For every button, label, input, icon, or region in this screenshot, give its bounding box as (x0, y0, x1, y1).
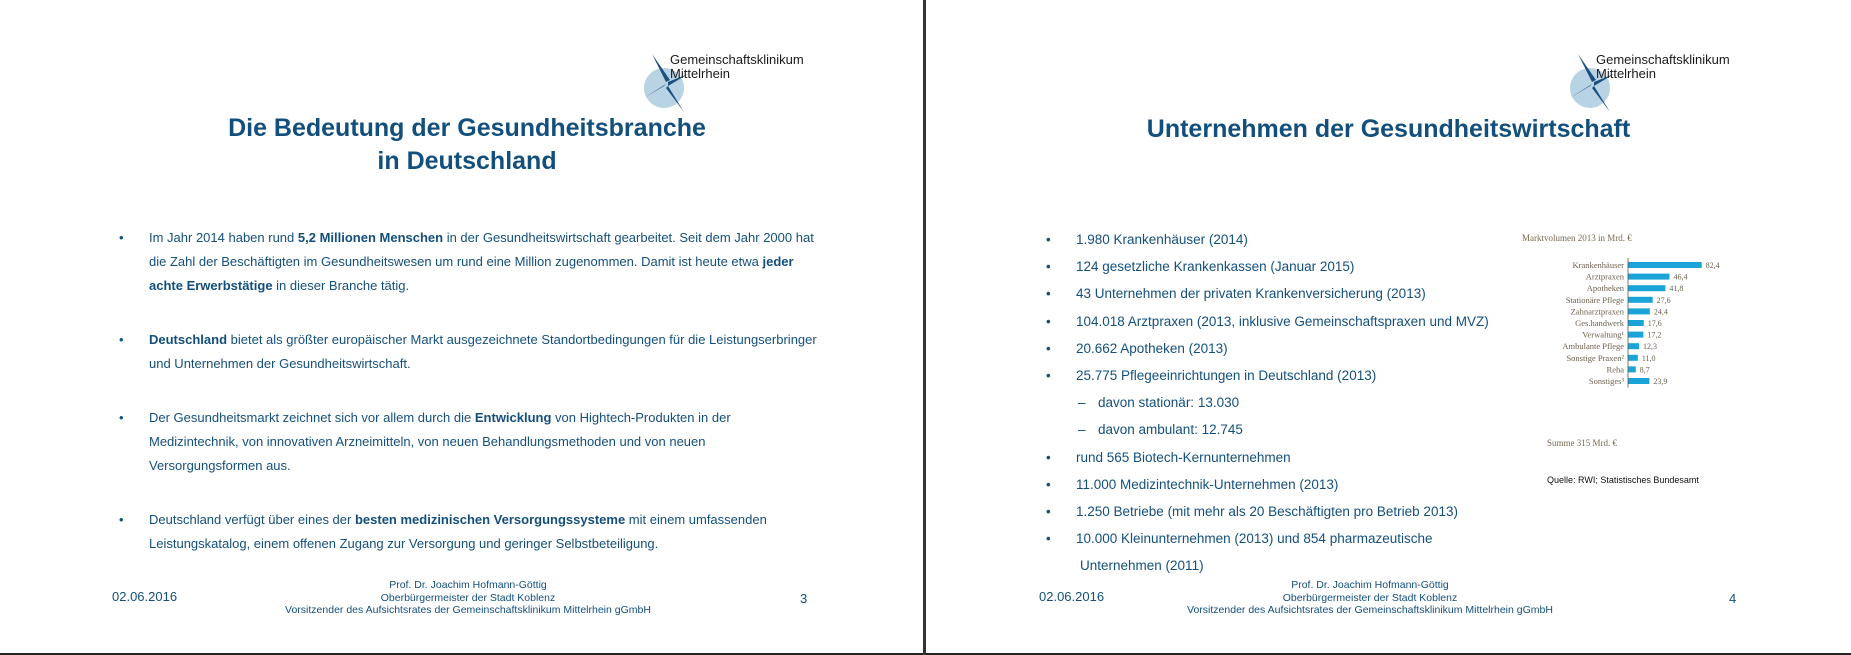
slide-3 (0, 0, 923, 655)
presenter-name: Prof. Dr. Joachim Hofmann-Göttig (389, 579, 547, 591)
chart-summary: Summe 315 Mrd. € (1547, 438, 1618, 448)
bullet-item: • 25.775 Pflegeeinrichtungen in Deutschland (2013) (1046, 362, 1526, 389)
sub-bullet-item: – davon stationär: 13.030 (1046, 389, 1526, 416)
category-label: Apotheken (1586, 283, 1624, 294)
value-label: 82,4 (1705, 261, 1720, 270)
value-label: 12,3 (1642, 342, 1657, 352)
footer-date: 02.06.2016 (1039, 589, 1105, 604)
slide-title-line-2: in Deutschland (377, 147, 557, 175)
presenter-role-2: Vorsitzender des Aufsichtsrates der Gemeinschaftsklinikum Mittelrhein gGmbH (1187, 604, 1553, 616)
logo-text (1596, 53, 1730, 81)
footer-date: 02.06.2016 (112, 589, 178, 604)
logo-text (670, 53, 804, 81)
logo-line-2: Mittelrhein (670, 66, 730, 81)
bullet-list (119, 226, 819, 586)
bar (1628, 308, 1650, 314)
value-label: 8,7 (1639, 365, 1650, 375)
bullet-item: • 104.018 Arztpraxen (2013, inklusive Gemeinschaftspraxen und MVZ) (1046, 308, 1526, 335)
bar (1628, 378, 1649, 384)
bar (1628, 285, 1665, 291)
bullet-text: mit einem umfassenden Leistungskatalog, einem offenen Zugang zur Versorgung und geringer Selbstbeteiligung. (149, 512, 767, 551)
bullet-text: Der Gesundheitsmarkt zeichnet sich vor allem durch die (149, 410, 475, 425)
bullet-text: Im Jahr 2014 haben rund (149, 230, 298, 245)
presenter-role-2: Vorsitzender des Aufsichtsrates der Gemeinschaftsklinikum Mittelrhein gGmbH (285, 604, 651, 616)
bullet-bold: jeder achte Erwerbstätige (149, 254, 794, 293)
category-label: Sonstiges³ (1588, 376, 1624, 386)
category-label: Sonstige Praxen² (1566, 352, 1624, 363)
bullet-item (119, 406, 819, 478)
chart-source: Quelle: RWI; Statistisches Bundesamt (1547, 475, 1699, 485)
bar (1628, 320, 1644, 326)
value-label: 27,6 (1656, 295, 1671, 305)
bullet-bold: 5,2 Millionen Menschen (297, 230, 444, 245)
company-logo (1566, 50, 1746, 120)
page-number: 4 (1729, 591, 1737, 606)
value-label: 41,8 (1669, 284, 1684, 294)
bar (1628, 355, 1638, 361)
bullet-item (119, 508, 819, 556)
bar (1628, 297, 1653, 303)
value-label: 24,4 (1653, 307, 1668, 317)
bar (1628, 366, 1636, 372)
category-label: Krankenhäuser (1572, 260, 1624, 270)
presenter-name: Prof. Dr. Joachim Hofmann-Göttig (1291, 579, 1449, 591)
slide-title: Unternehmen der Gesundheitswirtschaft (1146, 115, 1631, 143)
slide-4 (926, 0, 1851, 655)
logo-line-2: Mittelrhein (1596, 66, 1656, 81)
bullet-bold: Deutschland (149, 332, 228, 347)
company-logo (640, 50, 820, 120)
sub-bullet-item: – davon ambulant: 12.745 (1046, 416, 1526, 443)
logo-line-1: Gemeinschaftsklinikum (670, 52, 804, 67)
slide-title (112, 112, 822, 178)
bullet-text: in dieser Branche tätig. (272, 278, 410, 293)
category-label: Verwaltung¹ (1582, 329, 1624, 340)
bullet-text: bietet als größter europäischer Markt ausgezeichnete Standortbedingungen für die Leistungserbringer und Unternehmen der Gesundheitswirtschaft. (149, 332, 817, 371)
bullet-bold: besten medizinischen Versorgungssysteme (354, 512, 626, 527)
market-volume-chart (1522, 233, 1782, 493)
bar (1628, 332, 1643, 338)
category-label: Stationäre Pflege (1565, 294, 1624, 305)
bullet-item: Unternehmen (2011) (1080, 558, 1204, 574)
footer-presenter (1160, 579, 1580, 617)
bullet-text: in der Gesundheitswirtschaft gearbeitet. Seit dem Jahr 2000 hat die Zahl der Beschäftigten im Gesundheitswesen um rund eine Million zugenommen. Damit ist heute etwa (149, 230, 814, 269)
value-label: 23,9 (1653, 377, 1668, 386)
bullet-item: • 1.980 Krankenhäuser (2014) (1046, 226, 1526, 253)
bar (1628, 274, 1669, 280)
bullet-item: • 124 gesetzliche Krankenkassen (Januar 2015) (1046, 253, 1526, 280)
bullet-list (1046, 226, 1526, 580)
slide-title-line-1: Die Bedeutung der Gesundheitsbranche (228, 114, 706, 142)
bullet-item: • 10.000 Kleinunternehmen (2013) und 854 pharmazeutische (1046, 525, 1526, 552)
bullet-item (119, 328, 819, 376)
bullet-item: • rund 565 Biotech-Kernunternehmen (1046, 444, 1526, 471)
bar (1628, 343, 1639, 349)
page-number: 3 (800, 591, 808, 606)
bullet-item (119, 226, 819, 298)
bullet-item: • 20.662 Apotheken (2013) (1046, 335, 1526, 362)
value-label: 11,0 (1641, 353, 1656, 363)
category-label: Ges.handwerk (1575, 318, 1624, 328)
chart-title: Marktvolumen 2013 in Mrd. € (1522, 233, 1632, 243)
bar (1628, 262, 1702, 268)
bullet-item: • 11.000 Medizintechnik-Unternehmen (2013) (1046, 471, 1526, 498)
value-label: 17,6 (1647, 319, 1662, 328)
bullet-bold: Entwicklung (474, 410, 552, 425)
chart-plot (1522, 258, 1782, 433)
category-label: Reha (1606, 364, 1624, 375)
value-label: 17,2 (1647, 330, 1662, 340)
logo-line-1: Gemeinschaftsklinikum (1596, 52, 1730, 67)
category-label: Ambulante Pflege (1562, 341, 1624, 352)
presenter-role-1: Oberbürgermeister der Stadt Koblenz (380, 591, 556, 604)
value-label: 46,4 (1673, 272, 1688, 282)
category-label: Arztpraxen (1585, 271, 1624, 282)
presenter-role-1: Oberbürgermeister der Stadt Koblenz (1282, 591, 1458, 604)
bullet-item: • 1.250 Betriebe (mit mehr als 20 Beschäftigten pro Betrieb 2013) (1046, 498, 1526, 525)
bullet-text: von Hightech-Produkten in der Medizintechnik, von innovativen Arzneimitteln, von neuen Behandlungsmethoden und von neuen Versorgungsformen aus. (149, 410, 731, 473)
bullet-item: • 43 Unternehmen der privaten Krankenversicherung (2013) (1046, 280, 1526, 307)
footer-presenter (258, 579, 678, 617)
category-label: Zahnarztpraxen (1570, 306, 1624, 317)
bullet-text: Deutschland verfügt über eines der (149, 512, 355, 527)
